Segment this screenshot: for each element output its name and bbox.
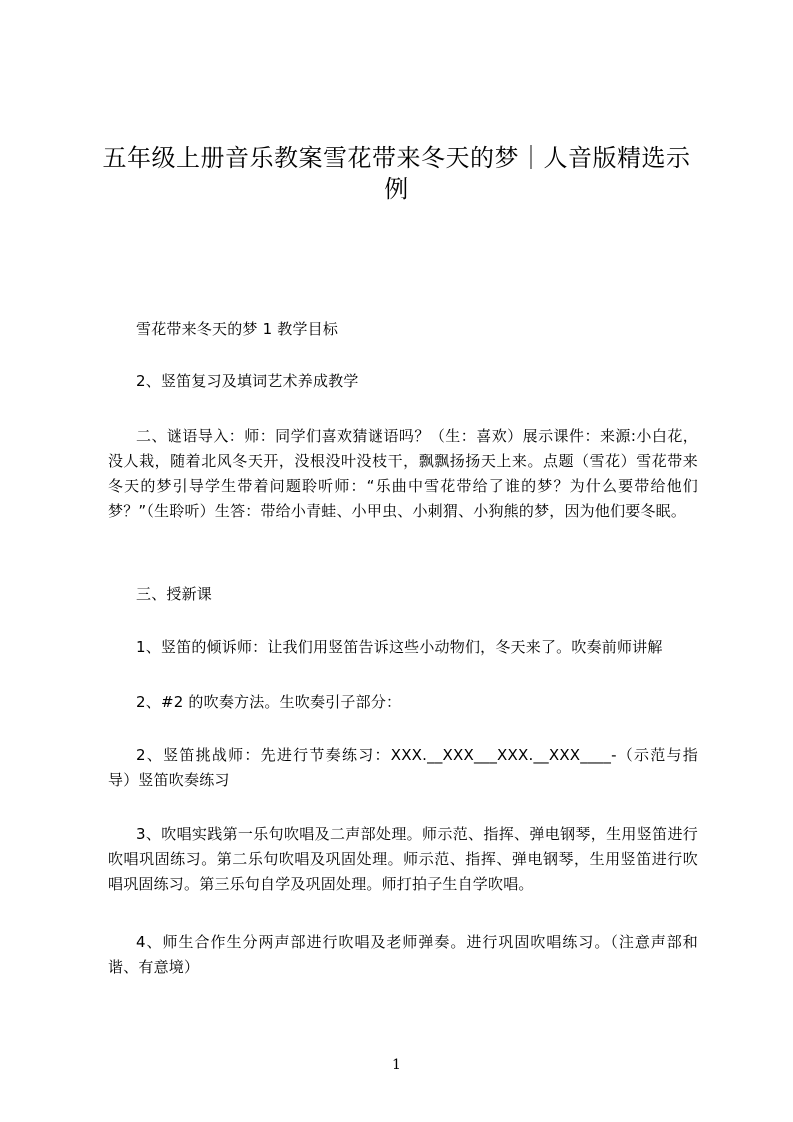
paragraph-riddle-intro: 二、谜语导入：师：同学们喜欢猜谜语吗？（生：喜欢）展示课件：来源:小白花，没人栽，随着北风冬天开，没根没叶没枝干，飘飘扬扬天上来。点题（雪花）雪花带来冬天的梦引导学生带着问题聆听师：“乐曲中雪花带给了谁的梦？为什么要带给他们梦？”（生聆听）生答：带给小青蛙、小甲虫、小刺猬、小狗熊的梦，因为他们要冬眠。 xyxy=(108,427,698,520)
paragraph-singing-practice: 3、吹唱实践第一乐句吹唱及二声部处理。师示范、指挥、弹电钢琴，生用竖笛进行吹唱巩固练习。第二乐句吹唱及巩固处理。师示范、指挥、弹电钢琴，生用竖笛进行吹唱巩固练习。第三乐句自学及巩固处理。师打拍子生自学吹唱。 xyxy=(108,825,698,893)
paragraph-new-lesson-heading: 三、授新课 xyxy=(136,585,213,603)
paragraph-recorder-review: 2、竖笛复习及填词艺术养成教学 xyxy=(136,372,359,390)
paragraph-recorder-challenge: 2、竖笛挑战师：先进行节奏练习：XXX.__XXX___XXX.__XXX____-（示范与指导）竖笛吹奏练习 xyxy=(108,746,698,789)
document-title: 五年级上册音乐教案雪花带来冬天的梦｜人音版精选示例 xyxy=(102,144,691,203)
paragraph-recorder-confide: 1、竖笛的倾诉师：让我们用竖笛告诉这些小动物们，冬天来了。吹奏前师讲解 xyxy=(136,638,663,656)
paragraph-playing-method: 2、#2 的吹奏方法。生吹奏引子部分： xyxy=(136,693,402,711)
paragraph-teacher-student-cooperation: 4、师生合作生分两声部进行吹唱及老师弹奏。进行巩固吹唱练习。（注意声部和谐、有意境） xyxy=(108,933,698,976)
paragraph-teaching-goal: 雪花带来冬天的梦 1 教学目标 xyxy=(136,320,339,338)
page-number: 1 xyxy=(392,1057,401,1073)
